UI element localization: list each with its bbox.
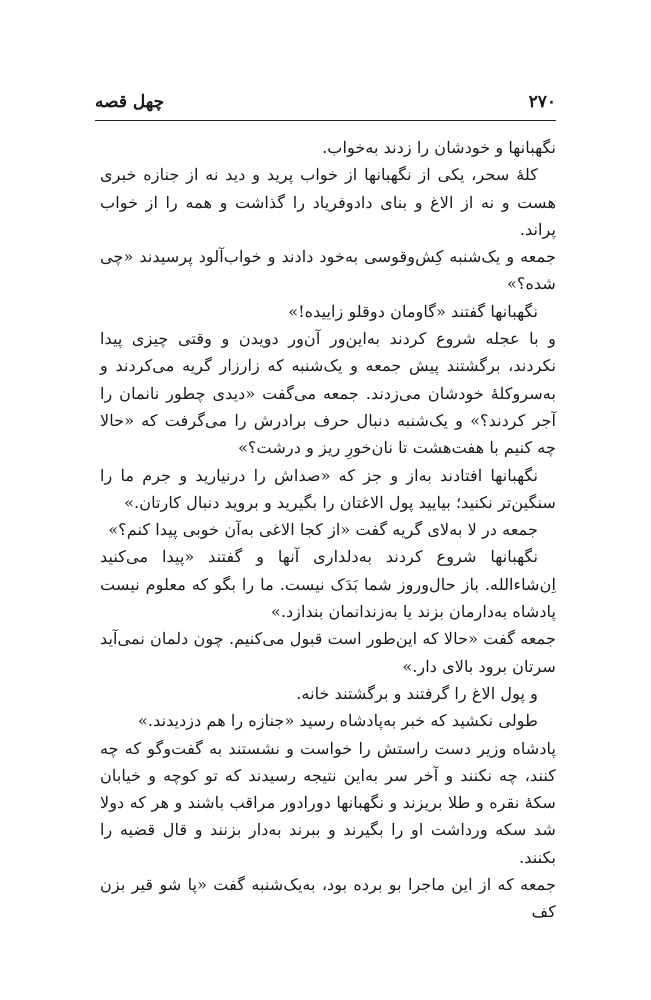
paragraph: نگهبانها افتادند به‌از و جز که «صداش را درنیارید و جرم ما را سنگین‌تر نکنید؛ بیایید پول الاغتان را بگیرید و بروید دنبال کارتان.» xyxy=(100,465,556,512)
paragraph: و با عجله شروع کردند به‌این‌ور آن‌ور دویدن و وقتی چیزی پیدا نکردند، برگشتند پیش جمعه و یک‌شنبه که زارزار گریه می‌کردند و به‌سروکلهٔ خودشان می‌زدند. جمعه می‌گفت «دیدی چطور نانمان را آجر کردند؟» و یک‌شنبه دنبال حرف برادرش را می‌گرفت که «حالا چه کنیم با هفت‌هشت تا نان‌خورِ ریز و درشت؟» xyxy=(100,329,556,458)
running-title: چهل قصه xyxy=(95,92,165,112)
paragraph: طولی نکشید که خبر به‌پادشاه رسید «جنازه را هم دزدیدند.» xyxy=(138,711,538,731)
page-number: ۲۷۰ xyxy=(528,92,556,112)
paragraph: جمعه و یک‌شنبه کِش‌وقوسی به‌خود دادند و خواب‌آلود پرسیدند «چی شده؟» xyxy=(100,247,556,294)
paragraph: کلهٔ سحر، یکی از نگهبانها از خواب پرید و دید نه از جنازه خبری هست و نه از الاغ و بنای دادوفریاد را گذاشت و همه را از خواب پراند. xyxy=(100,165,556,239)
header-divider xyxy=(95,120,556,121)
paragraph: و پول الاغ را گرفتند و برگشتند خانه. xyxy=(296,683,538,703)
story-text xyxy=(100,134,556,926)
paragraph: نگهبانها شروع کردند به‌دلداری آنها و گفتند «پیدا می‌کنید اِن‌شاءالله. باز حال‌وروز شما بَدَک نیست. ما را بگو که معلوم نیست پادشاه به‌دارمان بزند یا به‌زندانمان بندازد.» xyxy=(100,547,556,622)
page-header xyxy=(95,92,556,116)
paragraph: جمعه که از این ماجرا بو برده بود، به‌یک‌شنبه گفت «پا شو قیر بزن کف xyxy=(100,875,556,922)
paragraph: جمعه در لا به‌لای گریه گفت «از کجا الاغی به‌آن خوبی پیدا کنم؟» xyxy=(108,520,538,540)
paragraph: نگهبانها گفتند «گاومان دوقلو زاییده!» xyxy=(288,301,538,321)
paragraph: جمعه گفت «حالا که این‌طور است قبول می‌کنیم. چون دلمان نمی‌آید سرتان برود بالای دار.» xyxy=(100,629,556,676)
paragraph: پادشاه وزیر دست راستش را خواست و نشستند به گفت‌وگو که چه کنند، چه نکنند و آخر سر به‌این نتیجه رسیدند که تو کوچه و خیابان سکهٔ نقره و طلا بریزند و نگهبانها دورادور مراقب باشند و هر که دولا شد سکه ورداشت او را بگیرند و ببرند به‌دار بزنند و قال قضیه را بکنند. xyxy=(100,738,556,867)
paragraph: نگهبانها و خودشان را زدند به‌خواب. xyxy=(322,138,556,157)
